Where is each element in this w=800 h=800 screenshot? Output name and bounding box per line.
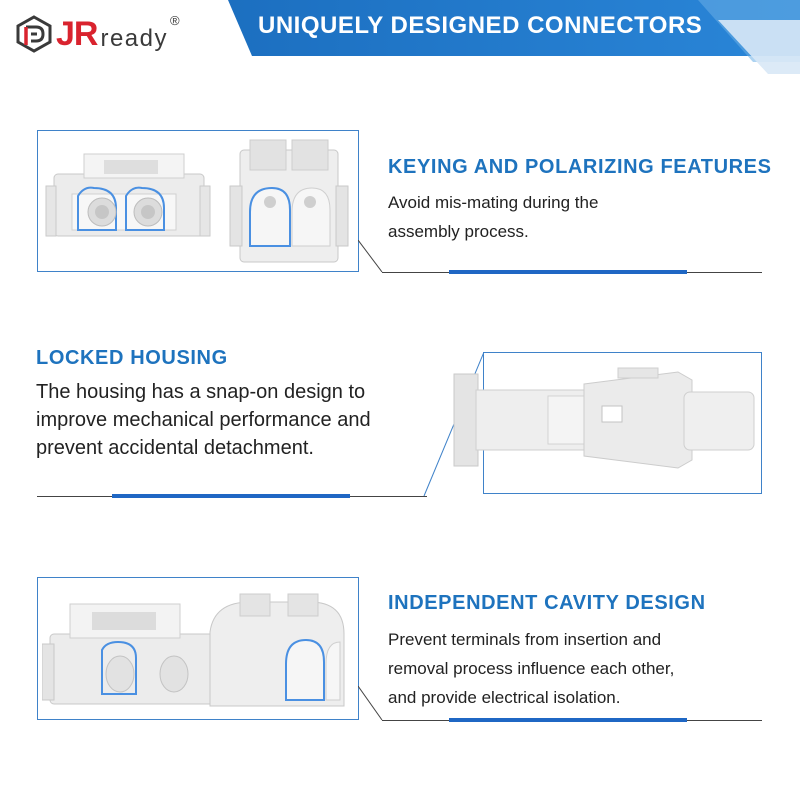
locked-line-3: prevent accidental detachment. [36, 437, 314, 459]
keying-diagonal-line [358, 240, 388, 274]
keying-line-2: assembly process. [388, 222, 529, 241]
locked-accent-bar [112, 494, 350, 498]
keying-description [388, 188, 598, 246]
keying-connector-illustration [44, 136, 354, 266]
keying-line-1: Avoid mis-mating during the [388, 193, 599, 212]
keying-heading: KEYING AND POLARIZING FEATURES [388, 156, 772, 178]
cavity-heading: INDEPENDENT CAVITY DESIGN [388, 592, 706, 614]
cavity-accent-bar [449, 718, 687, 722]
cavity-line-2: removal process influence each other, [388, 659, 675, 678]
keying-accent-bar [449, 270, 687, 274]
cavity-line-3: and provide electrical isolation. [388, 688, 621, 707]
cavity-connector-illustration [42, 590, 356, 716]
locked-description [36, 378, 371, 462]
brand-logo [14, 12, 180, 56]
locked-heading: LOCKED HOUSING [36, 347, 228, 369]
jr-logo-mark-icon [14, 14, 54, 54]
locked-connector-illustration [448, 360, 760, 486]
brand-name-ready: ready [100, 25, 169, 52]
cavity-diagonal-line [358, 686, 388, 722]
cavity-line-1: Prevent terminals from insertion and [388, 630, 662, 649]
banner-title: UNIQUELY DESIGNED CONNECTORS [258, 12, 703, 39]
cavity-description [388, 625, 674, 712]
registered-mark: ® [170, 12, 180, 28]
locked-line-2: improve mechanical performance and [36, 409, 371, 431]
title-banner [228, 0, 800, 74]
brand-name-jr: JR [56, 15, 98, 53]
locked-line-1: The housing has a snap-on design to [36, 381, 366, 403]
